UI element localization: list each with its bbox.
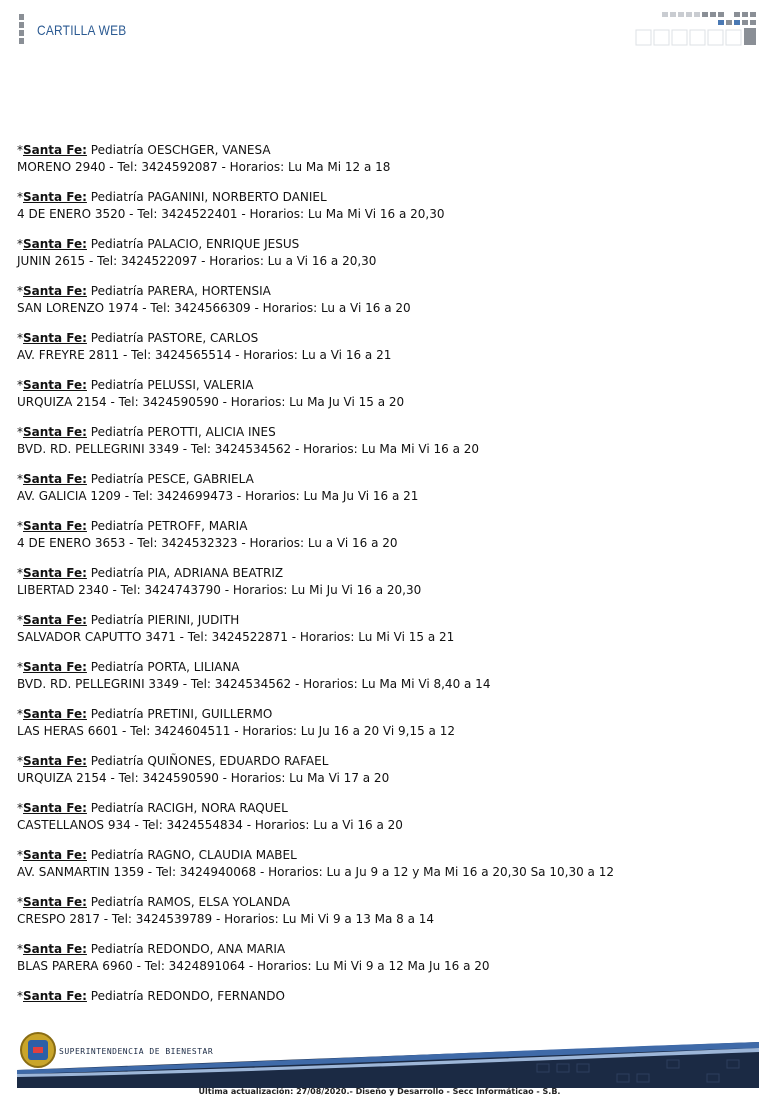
provider-details: MORENO 2940 - Tel: 3424592087 - Horarios: Lu Ma Mi 12 a 18 bbox=[17, 160, 391, 174]
list-item: *Santa Fe: Pediatría OESCHGER, VANESA MORENO 2940 - Tel: 3424592087 - Horarios: Lu Ma Mi 12 a 18 bbox=[17, 142, 742, 176]
list-item: *Santa Fe: Pediatría RACIGH, NORA RAQUEL CASTELLANOS 934 - Tel: 3424554834 - Horarios: Lu a Vi 16 a 20 bbox=[17, 800, 742, 834]
provider-details: URQUIZA 2154 - Tel: 3424590590 - Horarios: Lu Ma Vi 17 a 20 bbox=[17, 771, 390, 785]
page-header bbox=[0, 0, 759, 60]
provider-name: Pediatría QUIÑONES, EDUARDO RAFAEL bbox=[86, 754, 329, 768]
location-label: Santa Fe: bbox=[23, 190, 87, 204]
page-footer bbox=[17, 1030, 759, 1088]
provider-name: Pediatría REDONDO, ANA MARIA bbox=[86, 942, 286, 956]
location-label: Santa Fe: bbox=[23, 989, 87, 1003]
pixel-pattern-icon bbox=[634, 10, 759, 48]
provider-details: 4 DE ENERO 3653 - Tel: 3424532323 - Horarios: Lu a Vi 16 a 20 bbox=[17, 536, 398, 550]
provider-details: LAS HERAS 6601 - Tel: 3424604511 - Horarios: Lu Ju 16 a 20 Vi 9,15 a 12 bbox=[17, 724, 455, 738]
provider-name: Pediatría REDONDO, FERNANDO bbox=[86, 989, 285, 1003]
provider-name: Pediatría PALACIO, ENRIQUE JESUS bbox=[86, 237, 300, 251]
location-label: Santa Fe: bbox=[23, 378, 87, 392]
provider-details: JUNIN 2615 - Tel: 3424522097 - Horarios: Lu a Vi 16 a 20,30 bbox=[17, 254, 377, 268]
provider-details: BVD. RD. PELLEGRINI 3349 - Tel: 3424534562 - Horarios: Lu Ma Mi Vi 16 a 20 bbox=[17, 442, 479, 456]
provider-name: Pediatría PARERA, HORTENSIA bbox=[86, 284, 271, 298]
list-item: *Santa Fe: Pediatría RAGNO, CLAUDIA MABEL AV. SANMARTIN 1359 - Tel: 3424940068 - Horarios: Lu a Ju 9 a 12 y Ma Mi 16 a 20,30 Sa 10,30 a 12 bbox=[17, 847, 742, 881]
list-item: *Santa Fe: Pediatría PELUSSI, VALERIA URQUIZA 2154 - Tel: 3424590590 - Horarios: Lu Ma Ju Vi 15 a 20 bbox=[17, 377, 742, 411]
provider-details: AV. SANMARTIN 1359 - Tel: 3424940068 - Horarios: Lu a Ju 9 a 12 y Ma Mi 16 a 20,30 Sa 10,30 a 12 bbox=[17, 865, 614, 879]
list-item: *Santa Fe: Pediatría PEROTTI, ALICIA INES BVD. RD. PELLEGRINI 3349 - Tel: 3424534562 - Horarios: Lu Ma Mi Vi 16 a 20 bbox=[17, 424, 742, 458]
list-item: *Santa Fe: Pediatría REDONDO, ANA MARIA BLAS PARERA 6960 - Tel: 3424891064 - Horarios: Lu Mi Vi 9 a 12 Ma Ju 16 a 20 bbox=[17, 941, 742, 975]
provider-details: SAN LORENZO 1974 - Tel: 3424566309 - Horarios: Lu a Vi 16 a 20 bbox=[17, 301, 411, 315]
provider-details: BLAS PARERA 6960 - Tel: 3424891064 - Horarios: Lu Mi Vi 9 a 12 Ma Ju 16 a 20 bbox=[17, 959, 490, 973]
provider-name: Pediatría RACIGH, NORA RAQUEL bbox=[86, 801, 288, 815]
provider-details: AV. GALICIA 1209 - Tel: 3424699473 - Horarios: Lu Ma Ju Vi 16 a 21 bbox=[17, 489, 419, 503]
provider-name: Pediatría PELUSSI, VALERIA bbox=[86, 378, 254, 392]
list-item: *Santa Fe: Pediatría RAMOS, ELSA YOLANDA CRESPO 2817 - Tel: 3424539789 - Horarios: Lu Mi Vi 9 a 13 Ma 8 a 14 bbox=[17, 894, 742, 928]
list-item: *Santa Fe: Pediatría PETROFF, MARIA 4 DE ENERO 3653 - Tel: 3424532323 - Horarios: Lu a Vi 16 a 20 bbox=[17, 518, 742, 552]
provider-name: Pediatría PIERINI, JUDITH bbox=[86, 613, 240, 627]
provider-name: Pediatría PASTORE, CARLOS bbox=[86, 331, 259, 345]
location-label: Santa Fe: bbox=[23, 660, 87, 674]
last-update-text: Última actualización: 27/08/2020.- Diseño y Desarrollo - Secc Informáticao - S.B. bbox=[198, 1087, 561, 1096]
location-label: Santa Fe: bbox=[23, 566, 87, 580]
location-label: Santa Fe: bbox=[23, 425, 87, 439]
provider-details: CASTELLANOS 934 - Tel: 3424554834 - Horarios: Lu a Vi 16 a 20 bbox=[17, 818, 403, 832]
list-item: *Santa Fe: Pediatría PIA, ADRIANA BEATRIZ LIBERTAD 2340 - Tel: 3424743790 - Horarios: Lu Mi Ju Vi 16 a 20,30 bbox=[17, 565, 742, 599]
provider-list bbox=[17, 142, 742, 1018]
provider-name: Pediatría PRETINI, GUILLERMO bbox=[86, 707, 273, 721]
list-item: *Santa Fe: Pediatría PARERA, HORTENSIA SAN LORENZO 1974 - Tel: 3424566309 - Horarios: Lu a Vi 16 a 20 bbox=[17, 283, 742, 317]
provider-details: 4 DE ENERO 3520 - Tel: 3424522401 - Horarios: Lu Ma Mi Vi 16 a 20,30 bbox=[17, 207, 445, 221]
provider-name: Pediatría PEROTTI, ALICIA INES bbox=[86, 425, 276, 439]
location-label: Santa Fe: bbox=[23, 754, 87, 768]
provider-name: Pediatría PESCE, GABRIELA bbox=[86, 472, 254, 486]
organization-name: SUPERINTENDENCIA DE BIENESTAR bbox=[59, 1047, 214, 1056]
page-title: CARTILLA WEB bbox=[37, 22, 127, 38]
provider-details: BVD. RD. PELLEGRINI 3349 - Tel: 3424534562 - Horarios: Lu Ma Mi Vi 8,40 a 14 bbox=[17, 677, 491, 691]
brand-mark-icon bbox=[19, 14, 24, 46]
provider-name: Pediatría PORTA, LILIANA bbox=[86, 660, 240, 674]
location-label: Santa Fe: bbox=[23, 143, 87, 157]
location-label: Santa Fe: bbox=[23, 284, 87, 298]
provider-name: Pediatría PIA, ADRIANA BEATRIZ bbox=[86, 566, 284, 580]
provider-name: Pediatría PETROFF, MARIA bbox=[86, 519, 248, 533]
footer-wave-icon bbox=[17, 1030, 759, 1088]
provider-details: SALVADOR CAPUTTO 3471 - Tel: 3424522871 - Horarios: Lu Mi Vi 15 a 21 bbox=[17, 630, 455, 644]
list-item: *Santa Fe: Pediatría QUIÑONES, EDUARDO RAFAEL URQUIZA 2154 - Tel: 3424590590 - Horarios: Lu Ma Vi 17 a 20 bbox=[17, 753, 742, 787]
provider-name: Pediatría RAGNO, CLAUDIA MABEL bbox=[86, 848, 297, 862]
list-item: *Santa Fe: Pediatría PALACIO, ENRIQUE JESUS JUNIN 2615 - Tel: 3424522097 - Horarios: Lu a Vi 16 a 20,30 bbox=[17, 236, 742, 270]
provider-name: Pediatría RAMOS, ELSA YOLANDA bbox=[86, 895, 291, 909]
list-item: *Santa Fe: Pediatría PORTA, LILIANA BVD. RD. PELLEGRINI 3349 - Tel: 3424534562 - Horarios: Lu Ma Mi Vi 8,40 a 14 bbox=[17, 659, 742, 693]
list-item: *Santa Fe: Pediatría PRETINI, GUILLERMO LAS HERAS 6601 - Tel: 3424604511 - Horarios: Lu Ju 16 a 20 Vi 9,15 a 12 bbox=[17, 706, 742, 740]
location-label: Santa Fe: bbox=[23, 237, 87, 251]
list-item: *Santa Fe: Pediatría PAGANINI, NORBERTO DANIEL 4 DE ENERO 3520 - Tel: 3424522401 - Horarios: Lu Ma Mi Vi 16 a 20,30 bbox=[17, 189, 742, 223]
provider-details: LIBERTAD 2340 - Tel: 3424743790 - Horarios: Lu Mi Ju Vi 16 a 20,30 bbox=[17, 583, 422, 597]
location-label: Santa Fe: bbox=[23, 519, 87, 533]
list-item: *Santa Fe: Pediatría PIERINI, JUDITH SALVADOR CAPUTTO 3471 - Tel: 3424522871 - Horarios: Lu Mi Vi 15 a 21 bbox=[17, 612, 742, 646]
provider-details: AV. FREYRE 2811 - Tel: 3424565514 - Horarios: Lu a Vi 16 a 21 bbox=[17, 348, 392, 362]
provider-name: Pediatría PAGANINI, NORBERTO DANIEL bbox=[86, 190, 327, 204]
location-label: Santa Fe: bbox=[23, 613, 87, 627]
institution-seal-icon bbox=[20, 1032, 56, 1068]
provider-details: URQUIZA 2154 - Tel: 3424590590 - Horarios: Lu Ma Ju Vi 15 a 20 bbox=[17, 395, 405, 409]
list-item: *Santa Fe: Pediatría REDONDO, FERNANDO bbox=[17, 989, 285, 1003]
location-label: Santa Fe: bbox=[23, 801, 87, 815]
location-label: Santa Fe: bbox=[23, 895, 87, 909]
location-label: Santa Fe: bbox=[23, 942, 87, 956]
location-label: Santa Fe: bbox=[23, 707, 87, 721]
list-item: *Santa Fe: Pediatría PASTORE, CARLOS AV. FREYRE 2811 - Tel: 3424565514 - Horarios: Lu a Vi 16 a 21 bbox=[17, 330, 742, 364]
location-label: Santa Fe: bbox=[23, 472, 87, 486]
provider-name: Pediatría OESCHGER, VANESA bbox=[86, 143, 271, 157]
location-label: Santa Fe: bbox=[23, 331, 87, 345]
provider-details: CRESPO 2817 - Tel: 3424539789 - Horarios: Lu Mi Vi 9 a 13 Ma 8 a 14 bbox=[17, 912, 435, 926]
location-label: Santa Fe: bbox=[23, 848, 87, 862]
list-item: *Santa Fe: Pediatría PESCE, GABRIELA AV. GALICIA 1209 - Tel: 3424699473 - Horarios: Lu Ma Ju Vi 16 a 21 bbox=[17, 471, 742, 505]
